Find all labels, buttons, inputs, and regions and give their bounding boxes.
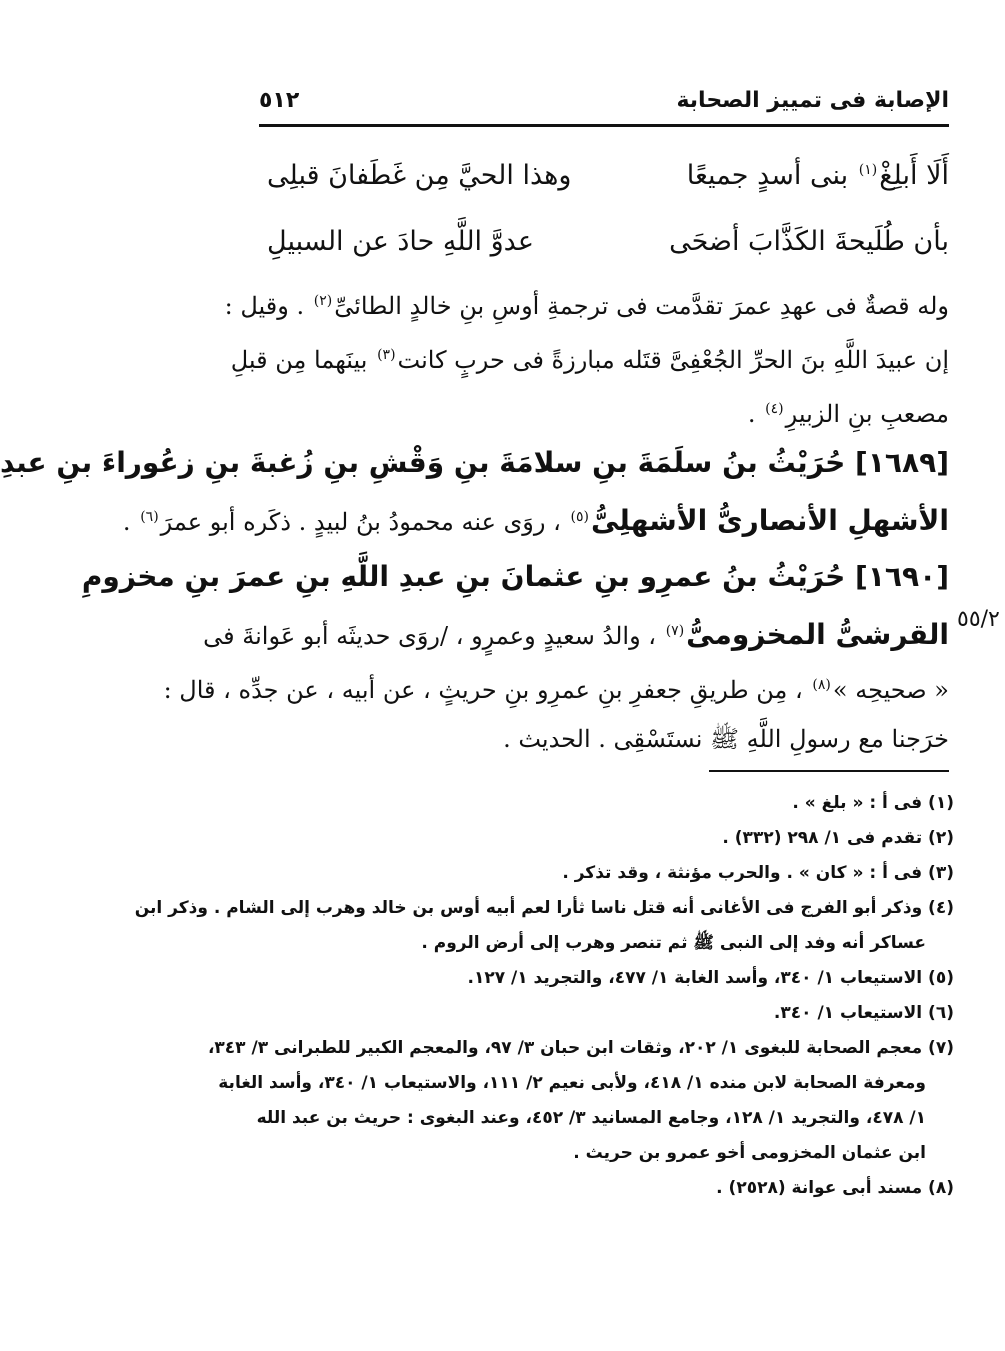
paragraph-1 [224, 274, 949, 436]
footnote-7-continued-3: ابن عثمان المخزومى أخو عمرو بن حريث . [573, 1143, 926, 1163]
paragraph-1-line-1: وله قصةٌ فى عهدِ عمرَ تقدَّمت فى ترجمةِ أوسِ بنِ خالدٍ الطائىِّ$^{(٢)}$ . وقيل : [224, 292, 949, 320]
entry-1690 [81, 550, 949, 766]
verse-1 [267, 160, 949, 210]
verse-1-first-hemistich: أَلَا أَبلِغْ$^{(١)}$ بنى أسدٍ جميعًا [686, 160, 949, 191]
page-number: ٥١٢ [259, 87, 300, 113]
verse-2-first-hemistich: بأن طُلَيحةَ الكَذَّابَ أضحَى [669, 226, 949, 257]
footnote-ref-8: (٨) [812, 677, 831, 693]
footnote-5: (٥) الاستيعاب ١/ ٣٤٠، وأسد الغابة ١/ ٤٧٧، والتجريد ١/ ١٢٧. [467, 968, 954, 988]
entry-1689-heading: [١٦٨٩] حُرَيْثُ بنُ سلَمَةَ بنِ سلامَةَ بنِ وَقْشِ بنِ زُغبةَ بنِ زعُوراءَ بنِ عبدِ [0, 446, 949, 479]
footnote-7-continued-1: ومعرفة الصحابة لابن منده ١/ ٤١٨، ولأبى نعيم ٢/ ١١١، والاستيعاب ١/ ٣٤٠، وأسد الغابة [218, 1073, 926, 1093]
marginal-page-reference: ٥٥/٢ [957, 607, 1000, 632]
footnote-2: (٢) تقدم فى ١/ ٢٩٨ (٣٣٢) . [722, 828, 954, 848]
footnote-ref-2: (٢) [313, 293, 333, 309]
footnote-separator [709, 770, 949, 772]
verse-1-second-hemistich: وهذا الحيَّ مِن غَطَفانَ قبلِى [267, 160, 572, 191]
footnote-ref-5: (٥) [570, 509, 589, 525]
footnote-4: (٤) وذكر أبو الفرج فى الأغانى أنه قتل ناسا ثأرا لعم أبيه أوس بن خالد وهرب إلى الشام . وذكر ابن [134, 898, 954, 918]
footnote-ref-6: (٦) [140, 509, 159, 525]
entry-1690-line-4: خرَجنا مع رسولِ اللَّهِ ﷺ نستَسْقِى . الحديث . [503, 725, 949, 753]
header-rule [259, 124, 949, 127]
footnote-3: (٣) فى أ : « كان » . والحرب مؤنثة ، وقد تذكر . [562, 863, 954, 883]
footnote-ref-4: (٤) [765, 401, 784, 417]
footnote-4-continued: عساكر أنه وفد إلى النبى ﷺ ثم تنصر وهرب إلى أرض الروم . [421, 933, 926, 953]
entry-1690-line-2: القرشىُّ المخزومىُّ$^{(٧)}$ ، والدُ سعيدٍ وعمرٍو ، /روَى حديثَه أبو عَوانةَ فى [203, 618, 949, 651]
footnote-ref-3: (٣) [377, 347, 396, 363]
running-title: الإصابة فى تمييز الصحابة [676, 87, 949, 113]
paragraph-1-line-3: مصعبِ بنِ الزبيرِ$^{(٤)}$ . [747, 400, 949, 428]
footnote-8: (٨) مسند أبى عوانة (٢٥٢٨) . [716, 1178, 954, 1198]
verse-2-second-hemistich: عدوَّ اللَّهِ حادَ عن السبيلِ [267, 226, 534, 257]
paragraph-1-line-2: إن عبيدَ اللَّهِ بنَ الحرِّ الجُعْفِىَّ قتَله مبارزةً فى حربٍ كانت$^{(٣)}$ بينَهما مِن قبلِ [230, 346, 949, 374]
footnote-ref-7: (٧) [665, 623, 685, 639]
footnotes [134, 786, 954, 1206]
verse-2 [267, 226, 949, 276]
entry-1689 [0, 436, 949, 544]
footnote-1: (١) فى أ : « بلغ » . [792, 793, 954, 813]
entry-1689-line-2: الأشهلِ الأنصارىُّ الأشهلِىُّ$^{(٥)}$ ، روَى عنه محمودُ بنُ لبيدٍ . ذكَره أبو عمرَ$^{(٦)}$ . [122, 504, 949, 537]
entry-1690-heading: [١٦٩٠] حُرَيْثُ بنُ عمرِو بنِ عثمانَ بنِ عبدِ اللَّهِ بنِ عمرَ بنِ مخزومِ [81, 560, 949, 593]
footnote-7: (٧) معجم الصحابة للبغوى ١/ ٢٠٢، وثقات ابن حبان ٣/ ٩٧، والمعجم الكبير للطبرانى ٣/ ٣٤٣، [207, 1038, 954, 1058]
footnote-ref-1: (١) [858, 162, 878, 178]
page-header [259, 80, 949, 120]
footnote-6: (٦) الاستيعاب ١/ ٣٤٠. [773, 1003, 954, 1023]
entry-1690-line-3: « صحيحِه »$^{(٨)}$ ، مِن طريقِ جعفرِ بنِ عمرِو بنِ حريثٍ ، عن أبيه ، عن جدِّه ، قال : [163, 676, 949, 704]
footnote-7-continued-2: ١/ ٤٧٨، والتجريد ١/ ١٢٨، وجامع المسانيد ٣/ ٤٥٢، وعند البغوى : حريث بن عبد الله [256, 1108, 926, 1128]
